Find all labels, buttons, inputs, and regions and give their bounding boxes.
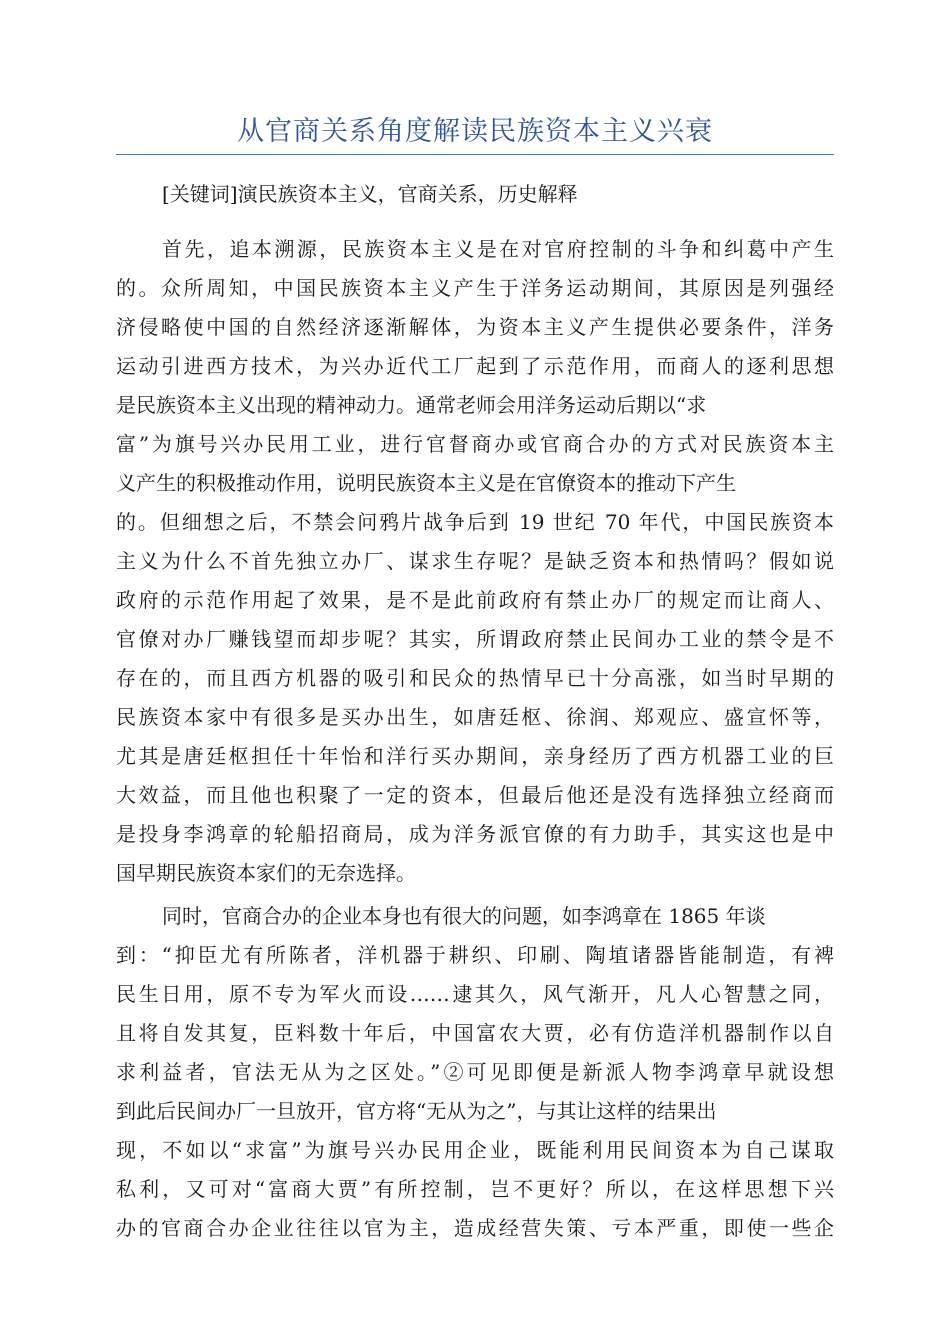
paragraph-line: 现，不如以“求富”为旗号兴办民用企业，既能利用民间资本为自己谋取 (116, 1138, 834, 1162)
paragraph-line: 济侵略使中国的自然经济逐渐解体，为资本主义产生提供必要条件，洋务 (116, 315, 834, 339)
keywords-line: [关键词]演民族资本主义，官商关系，历史解释 (162, 182, 578, 206)
paragraph-line: 到此后民间办厂一旦放开，官方将“无从为之”，与其让这样的结果出 (116, 1099, 717, 1123)
paragraph-line: 运动引进西方技术，为兴办近代工厂起到了示范作用，而商人的逐利思想 (116, 354, 834, 378)
paragraph-line: 国早期民族资本家们的无奈选择。 (116, 861, 416, 885)
paragraph-line: 是民族资本主义出现的精神动力。通常老师会用洋务运动后期以“求 (116, 393, 707, 417)
paragraph-line: 民生日用，原不专为军火而设……逮其久，风气渐开，凡人心智慧之同， (116, 982, 834, 1006)
paragraph-line: 的。众所周知，中国民族资本主义产生于洋务运动期间，其原因是列强经 (116, 276, 834, 300)
paragraph-line: 首先，追本溯源，民族资本主义是在对官府控制的斗争和纠葛中产生 (162, 237, 834, 261)
paragraph-line: 的。但细想之后，不禁会问鸦片战争后到 19 世纪 70 年代，中国民族资本 (116, 510, 834, 534)
paragraph-line: 主义为什么不首先独立办厂、谋求生存呢？是缺乏资本和热情吗？假如说 (116, 549, 834, 573)
paragraph-line: 富”为旗号兴办民用工业，进行官督商办或官商合办的方式对民族资本主 (116, 432, 834, 456)
paragraph-line: 大效益，而且他也积聚了一定的资本，但最后他还是没有选择独立经商而 (116, 783, 834, 807)
paragraph-line: 且将自发其复，臣料数十年后，中国富农大贾，必有仿造洋机器制作以自 (116, 1021, 834, 1045)
document-title: 从官商关系角度解读民族资本主义兴衰 (237, 116, 713, 147)
paragraph-line: 办的官商合办企业往往以官为主，造成经营失策、亏本严重，即使一些企 (116, 1216, 834, 1240)
paragraph-1 (116, 230, 834, 893)
paragraph-line: 是投身李鸿章的轮船招商局，成为洋务派官僚的有力助手，其实这也是中 (116, 822, 834, 846)
paragraph-line: 义产生的积极推动作用，说明民族资本主义是在官僚资本的推动下产生 (116, 471, 736, 495)
paragraph-line: 尤其是唐廷枢担任十年怡和洋行买办期间，亲身经历了西方机器工业的巨 (116, 744, 834, 768)
paragraph-line: 存在的，而且西方机器的吸引和民众的热情早已十分高涨，如当时早期的 (116, 666, 834, 690)
paragraph-line: 到：“抑臣尤有所陈者，洋机器于耕织、印刷、陶埴诸器皆能制造，有裨 (116, 943, 834, 967)
paragraph-line: 民族资本家中有很多是买办出生，如唐廷枢、徐润、郑观应、盛宣怀等， (116, 705, 834, 729)
paragraph-line: 私利，又可对“富商大贾”有所控制，岂不更好？所以，在这样思想下兴 (116, 1177, 834, 1201)
paragraph-line: 官僚对办厂赚钱望而却步呢？其实，所谓政府禁止民间办工业的禁令是不 (116, 627, 834, 651)
title-underline (116, 154, 834, 155)
paragraph-line: 同时，官商合办的企业本身也有很大的问题，如李鸿章在 1865 年谈 (162, 904, 766, 928)
paragraph-line: 求利益者，官法无从为之区处。”②可见即便是新派人物李鸿章早就设想 (116, 1060, 834, 1084)
paragraph-line: 政府的示范作用起了效果，是不是此前政府有禁止办厂的规定而让商人、 (116, 588, 834, 612)
paragraph-2 (116, 897, 834, 1248)
